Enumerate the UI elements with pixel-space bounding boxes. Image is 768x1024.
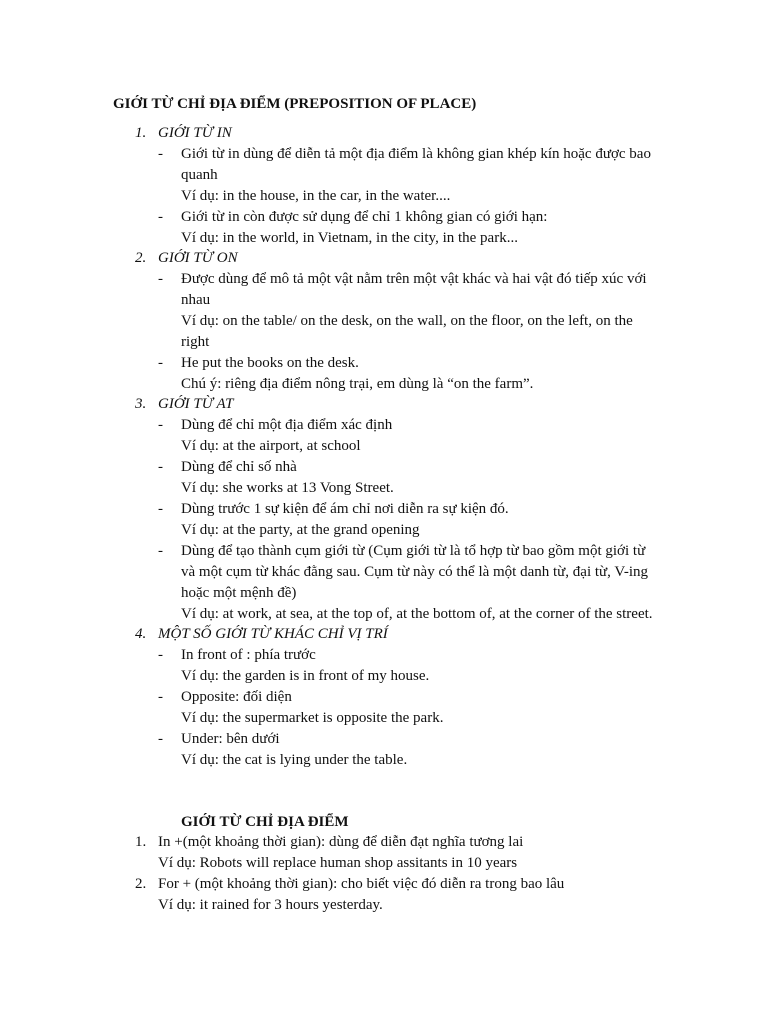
item-text: In +(một khoảng thời gian): dùng để diễn đạt nghĩa tương lai — [158, 834, 524, 850]
dash-bullet-icon: - — [158, 209, 163, 225]
bullet-example: Ví dụ: on the table/ on the desk, on the wall, on the floor, on the left, on the right — [181, 313, 633, 350]
bullet-example: Ví dụ: in the world, in Vietnam, in the city, in the park... — [181, 230, 518, 246]
list-item — [0, 144, 768, 207]
list-item — [0, 541, 768, 625]
section-number: 4. — [135, 626, 147, 642]
bullet-text: He put the books on the desk. — [181, 355, 359, 371]
item-number: 2. — [135, 876, 147, 892]
list-item — [0, 832, 768, 874]
bullet-example: Ví dụ: at the party, at the grand opening — [181, 522, 420, 538]
section-other-prepositions — [0, 624, 768, 771]
bullet-text: Under: bên dưới — [181, 731, 280, 747]
bullet-text: Dùng để chỉ số nhà — [181, 459, 297, 475]
item-example: Ví dụ: Robots will replace human shop assitants in 10 years — [158, 855, 518, 871]
section-number: 2. — [135, 250, 147, 266]
section-title: GIỚI TỪ IN — [158, 125, 232, 141]
list-item — [0, 687, 768, 729]
list-item — [0, 269, 768, 353]
dash-bullet-icon: - — [158, 731, 163, 747]
section-at — [0, 394, 768, 625]
bullet-example: Ví dụ: she works at 13 Vong Street. — [181, 480, 394, 496]
list-item — [0, 415, 768, 457]
section-in — [0, 123, 768, 249]
bullet-example: Ví dụ: the garden is in front of my house. — [181, 668, 430, 684]
section-title: MỘT SỐ GIỚI TỪ KHÁC CHỈ VỊ TRÍ — [158, 626, 388, 642]
item-number: 1. — [135, 834, 147, 850]
dash-bullet-icon: - — [158, 689, 163, 705]
list-item — [0, 207, 768, 249]
dash-bullet-icon: - — [158, 417, 163, 433]
bullet-text: Opposite: đối diện — [181, 689, 292, 705]
time-prepositions-list — [0, 832, 768, 916]
section-heading — [0, 123, 768, 144]
bullet-example: Ví dụ: the supermarket is opposite the park. — [181, 710, 444, 726]
bullet-example: Chú ý: riêng địa điểm nông trại, em dùng là “on the farm”. — [181, 376, 534, 392]
bullet-text: Dùng trước 1 sự kiện để ám chỉ nơi diễn ra sự kiện đó. — [181, 501, 509, 517]
list-item — [0, 874, 768, 916]
bullet-example: Ví dụ: the cat is lying under the table. — [181, 752, 408, 768]
bullet-text: Được dùng để mô tả một vật nằm trên một vật khác và hai vật đó tiếp xúc với nhau — [181, 271, 647, 308]
bullet-text: Dùng để tạo thành cụm giới từ (Cụm giới từ là tổ hợp từ bao gồm một giới từ và một cụm từ khác đằng sau. Cụm từ này có thể là một danh từ, đại từ, V-ing hoặc một mệnh đề) — [181, 543, 649, 601]
list-item — [0, 457, 768, 499]
bullet-example: Ví dụ: at the airport, at school — [181, 438, 361, 454]
bullet-text: Giới từ in dùng để diễn tả một địa điểm là không gian khép kín hoặc được bao quanh — [181, 146, 651, 183]
item-example: Ví dụ: it rained for 3 hours yesterday. — [158, 897, 383, 913]
bullet-example: Ví dụ: in the house, in the car, in the water.... — [181, 188, 451, 204]
dash-bullet-icon: - — [158, 459, 163, 475]
dash-bullet-icon: - — [158, 146, 163, 162]
dash-bullet-icon: - — [158, 355, 163, 371]
list-item — [0, 645, 768, 687]
list-item — [0, 729, 768, 771]
section-heading — [0, 624, 768, 645]
list-item — [0, 499, 768, 541]
item-text: For + (một khoảng thời gian): cho biết việc đó diễn ra trong bao lâu — [158, 876, 565, 892]
section-title: GIỚI TỪ AT — [158, 396, 234, 412]
section-number: 3. — [135, 396, 147, 412]
document-title: GIỚI TỪ CHỈ ĐỊA ĐIỂM (PREPOSITION OF PLACE) — [113, 96, 477, 112]
bullet-text: In front of : phía trước — [181, 647, 316, 663]
dash-bullet-icon: - — [158, 501, 163, 517]
bullet-example: Ví dụ: at work, at sea, at the top of, at the bottom of, at the corner of the street. — [181, 606, 653, 622]
section-number: 1. — [135, 125, 147, 141]
list-item — [0, 353, 768, 395]
dash-bullet-icon: - — [158, 647, 163, 663]
section-heading — [0, 394, 768, 415]
dash-bullet-icon: - — [158, 271, 163, 287]
section-heading — [0, 248, 768, 269]
dash-bullet-icon: - — [158, 543, 163, 559]
bullet-text: Dùng để chỉ một địa điểm xác định — [181, 417, 393, 433]
subtitle-heading: GIỚI TỪ CHỈ ĐỊA ĐIỂM — [181, 814, 349, 830]
section-title: GIỚI TỪ ON — [158, 250, 238, 266]
section-on — [0, 248, 768, 395]
bullet-text: Giới từ in còn được sử dụng để chỉ 1 không gian có giới hạn: — [181, 209, 548, 225]
